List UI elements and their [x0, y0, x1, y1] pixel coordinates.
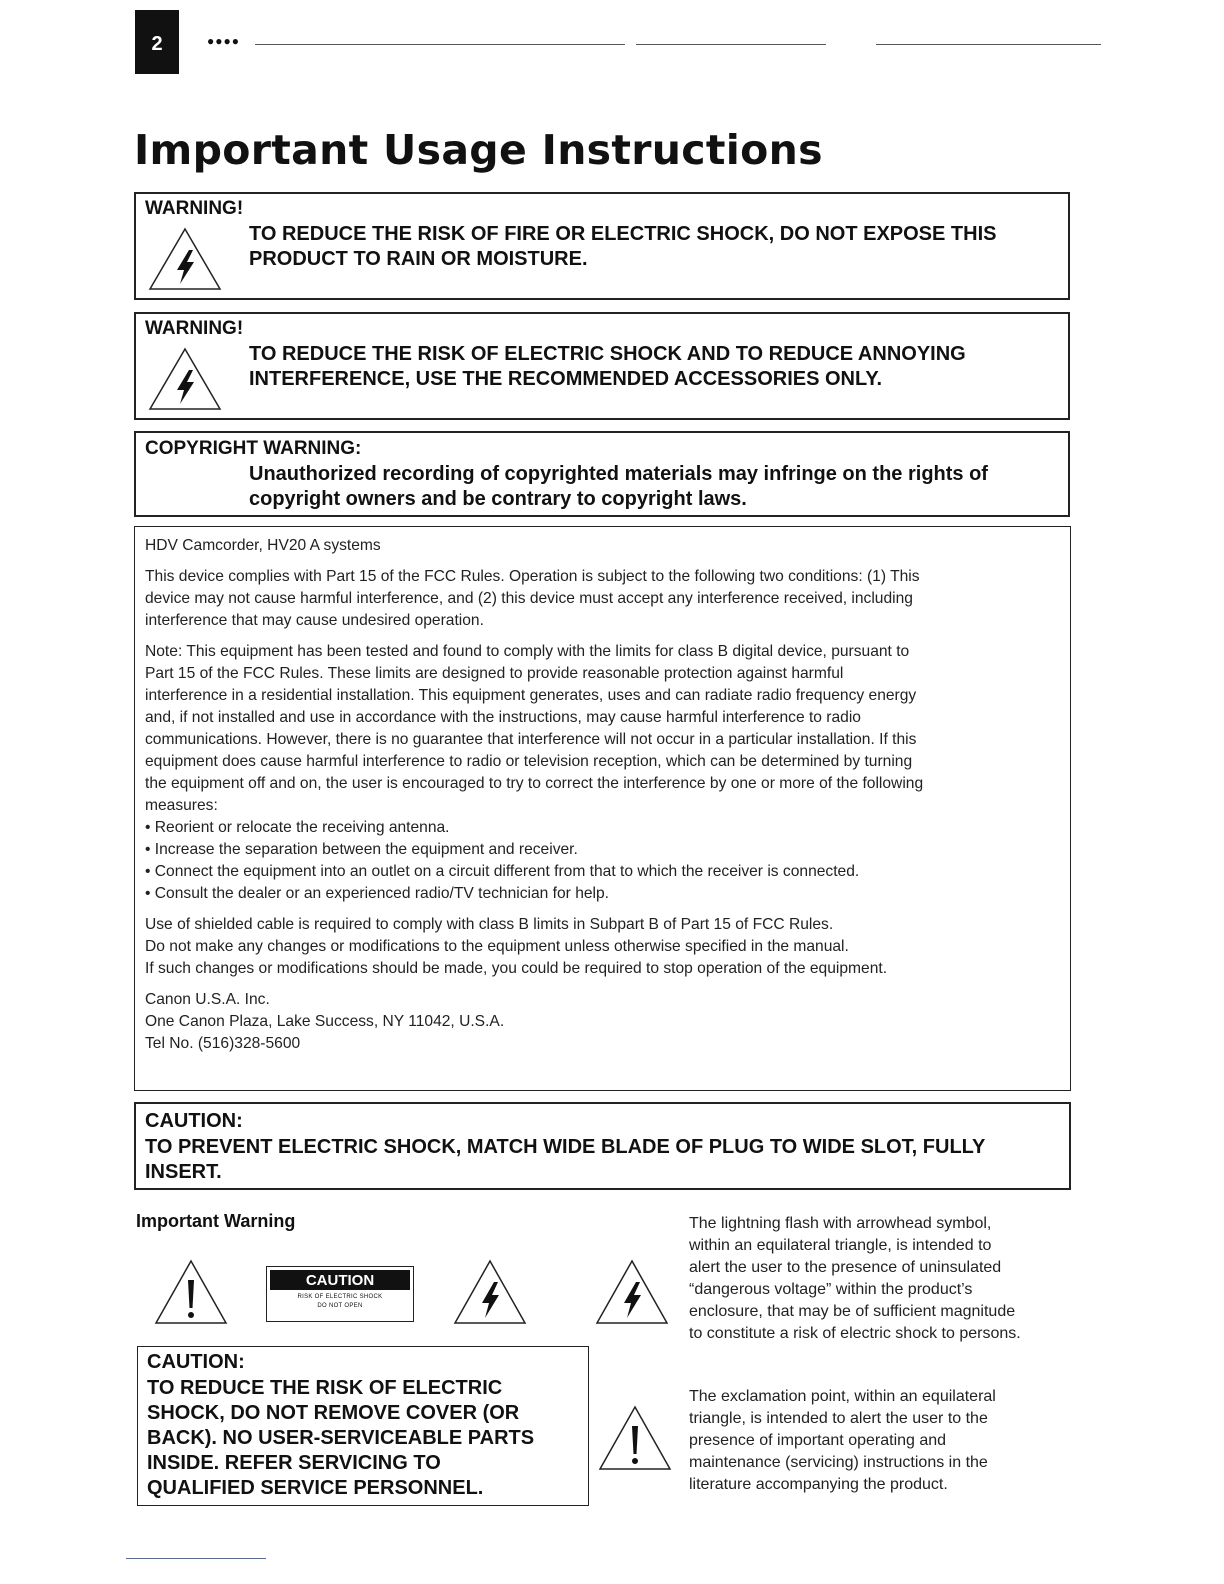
fcc-note-paragraph [145, 641, 1060, 905]
caution-label-head: CAUTION [270, 1270, 410, 1290]
caution-cover-line: INSIDE. REFER SERVICING TO [147, 1452, 441, 1474]
fcc-measure-item: • Consult the dealer or an experienced radio/TV technician for help. [145, 885, 610, 902]
page-title: Important Usage Instructions [134, 126, 823, 174]
caution-cover-line: TO REDUCE THE RISK OF ELECTRIC [147, 1377, 503, 1399]
lightning-triangle-icon [147, 226, 223, 292]
header-rule-2 [636, 44, 826, 45]
caution-plug-line-2: INSERT. [145, 1161, 222, 1183]
caution-label-small-1: RISK OF ELECTRIC SHOCK [297, 1294, 383, 1300]
caution-plug-label: CAUTION: [145, 1110, 243, 1132]
lightning-triangle-icon [594, 1258, 670, 1326]
header-rule-1 [255, 44, 625, 45]
important-warning-heading: Important Warning [136, 1211, 296, 1231]
fcc-measure-item: • Connect the equipment into an outlet on a circuit different from that to which the receiver is connected. [145, 863, 860, 880]
header-dots: ●●●● [207, 34, 240, 48]
fcc-compliance-line: This device complies with Part 15 of the FCC Rules. Operation is subject to the following two conditions: (1) This [145, 568, 920, 585]
fcc-address [145, 989, 1060, 1055]
footer-rule [126, 1558, 266, 1559]
exclamation-description-line: maintenance (servicing) instructions in the [689, 1454, 988, 1471]
fcc-shielded-line: Do not make any changes or modifications to the equipment unless otherwise specified in the manual. [145, 938, 849, 955]
fcc-shielded-paragraph [145, 914, 1060, 980]
fcc-address-line: Tel No. (516)328-5600 [145, 1035, 301, 1052]
lightning-description-line: enclosure, that may be of sufficient magnitude [689, 1303, 1016, 1320]
fcc-compliance-paragraph [145, 566, 1060, 632]
warning-2-label: WARNING! [145, 318, 244, 339]
warning-1-label: WARNING! [145, 198, 244, 219]
fcc-address-line: One Canon Plaza, Lake Success, NY 11042, U.S.A. [145, 1013, 505, 1030]
caution-plug-line-1: TO PREVENT ELECTRIC SHOCK, MATCH WIDE BLADE OF PLUG TO WIDE SLOT, FULLY [145, 1136, 986, 1158]
fcc-address-line: Canon U.S.A. Inc. [145, 991, 270, 1008]
caution-label-image [266, 1266, 414, 1322]
exclamation-description-line: triangle, is intended to alert the user to the [689, 1410, 988, 1427]
page-number-tab: 2 [135, 10, 179, 74]
caution-label-small-2: DO NOT OPEN [317, 1303, 363, 1309]
copyright-warning-line-2: copyright owners and be contrary to copyright laws. [249, 488, 747, 510]
warning-2-line-1: TO REDUCE THE RISK OF ELECTRIC SHOCK AND TO REDUCE ANNOYING [249, 343, 966, 365]
fcc-note-line: interference in a residential installation. This equipment generates, uses and can radiate radio frequency energy [145, 687, 917, 704]
warning-2-line-2: INTERFERENCE, USE THE RECOMMENDED ACCESSORIES ONLY. [249, 368, 883, 390]
fcc-shielded-line: Use of shielded cable is required to comply with class B limits in Subpart B of Part 15 of FCC Rules. [145, 916, 834, 933]
lightning-triangle-icon [452, 1258, 528, 1326]
caution-cover-line: BACK). NO USER-SERVICEABLE PARTS [147, 1427, 535, 1449]
lightning-description-line: to constitute a risk of electric shock to persons. [689, 1325, 1021, 1342]
caution-cover-line: QUALIFIED SERVICE PERSONNEL. [147, 1477, 484, 1499]
fcc-compliance-line: interference that may cause undesired operation. [145, 612, 484, 629]
caution-cover-label: CAUTION: [147, 1351, 245, 1373]
exclamation-description-line: The exclamation point, within an equilateral [689, 1388, 996, 1405]
exclamation-triangle-icon [153, 1258, 229, 1326]
lightning-description-line: “dangerous voltage” within the product’s [689, 1281, 973, 1298]
fcc-measure-item: • Increase the separation between the equipment and receiver. [145, 841, 578, 858]
fcc-compliance-line: device may not cause harmful interference, and (2) this device must accept any interference received, including [145, 590, 913, 607]
fcc-statement [145, 535, 1060, 1064]
fcc-note-line: Part 15 of the FCC Rules. These limits are designed to provide reasonable protection against harmful [145, 665, 844, 682]
fcc-note-line: measures: [145, 797, 218, 814]
exclamation-description-line: literature accompanying the product. [689, 1476, 948, 1493]
fcc-note-line: Note: This equipment has been tested and found to comply with the limits for class B digital device, pursuant to [145, 643, 910, 660]
lightning-description-line: The lightning flash with arrowhead symbol, [689, 1215, 992, 1232]
lightning-description-line: within an equilateral triangle, is intended to [689, 1237, 992, 1254]
copyright-warning-line-1: Unauthorized recording of copyrighted materials may infringe on the rights of [249, 463, 988, 485]
exclamation-triangle-icon [597, 1404, 673, 1472]
fcc-measure-item: • Reorient or relocate the receiving antenna. [145, 819, 450, 836]
copyright-warning-label: COPYRIGHT WARNING: [145, 438, 362, 459]
fcc-note-line: communications. However, there is no guarantee that interference will not occur in a particular installation. If this [145, 731, 917, 748]
exclamation-description-line: presence of important operating and [689, 1432, 947, 1449]
lightning-description-line: alert the user to the presence of uninsulated [689, 1259, 1002, 1276]
fcc-note-line: equipment does cause harmful interference to radio or television reception, which can be determined by turning [145, 753, 913, 770]
fcc-note-line: and, if not installed and use in accordance with the instructions, may cause harmful interference to radio [145, 709, 861, 726]
lightning-triangle-icon [147, 346, 223, 412]
fcc-model: HDV Camcorder, HV20 A systems [145, 537, 381, 554]
header-rule-3 [876, 44, 1101, 45]
fcc-note-line: the equipment off and on, the user is encouraged to try to correct the interference by one or more of the following [145, 775, 924, 792]
caution-cover-text [147, 1376, 534, 1501]
warning-1-line-1: TO REDUCE THE RISK OF FIRE OR ELECTRIC SHOCK, DO NOT EXPOSE THIS [249, 223, 997, 245]
exclamation-description [689, 1386, 996, 1496]
caution-cover-line: SHOCK, DO NOT REMOVE COVER (OR [147, 1402, 520, 1424]
warning-1-line-2: PRODUCT TO RAIN OR MOISTURE. [249, 248, 588, 270]
lightning-description [689, 1213, 1021, 1345]
fcc-shielded-line: If such changes or modifications should be made, you could be required to stop operation of the equipment. [145, 960, 888, 977]
